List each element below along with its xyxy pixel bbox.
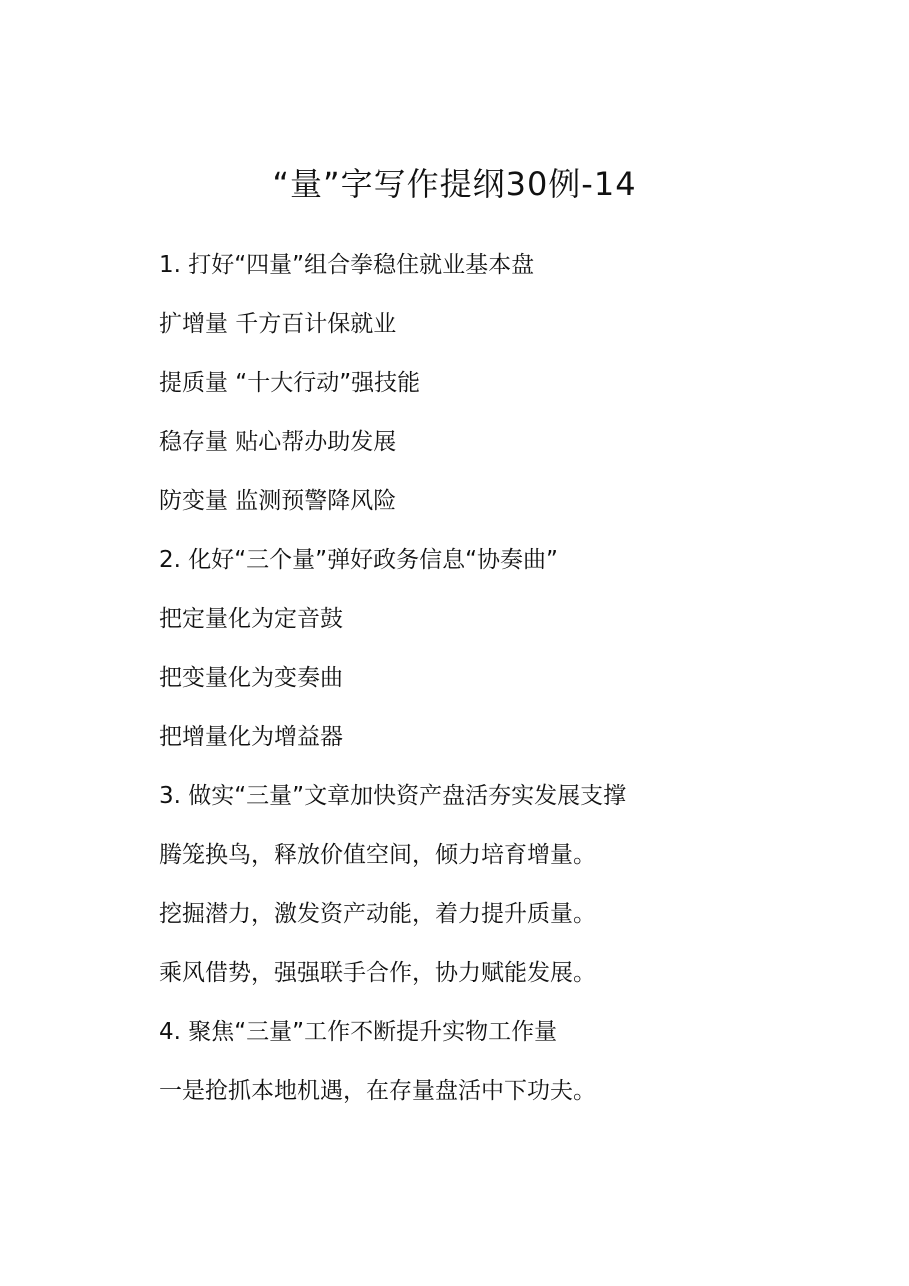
body-line: 稳存量 贴心帮办助发展 <box>159 429 397 455</box>
body-line: 把变量化为变奏曲 <box>159 665 343 691</box>
heading-3: 3. 做实“三量”文章加快资产盘活夯实发展支撑 <box>159 783 627 809</box>
heading-2: 2. 化好“三个量”弹好政务信息“协奏曲” <box>159 547 558 573</box>
body-line: 一是抢抓本地机遇，在存量盘活中下功夫。 <box>159 1078 596 1104</box>
body-line: 挖掘潜力，激发资产动能，着力提升质量。 <box>159 901 596 927</box>
body-line: 把定量化为定音鼓 <box>159 606 343 632</box>
body-line: 乘风借势，强强联手合作，协力赋能发展。 <box>159 960 596 986</box>
body-line: 防变量 监测预警降风险 <box>159 488 397 514</box>
body-line: 提质量 “十大行动”强技能 <box>159 370 421 396</box>
body-line: 扩增量 千方百计保就业 <box>159 311 397 337</box>
heading-4: 4. 聚焦“三量”工作不断提升实物工作量 <box>159 1019 558 1045</box>
heading-1: 1. 打好“四量”组合拳稳住就业基本盘 <box>159 252 535 278</box>
body-line: 把增量化为增益器 <box>159 724 343 750</box>
document-title: “量”字写作提纲30例-14 <box>272 165 637 203</box>
document-body <box>159 248 859 1133</box>
body-line: 腾笼换鸟，释放价值空间，倾力培育增量。 <box>159 842 596 868</box>
